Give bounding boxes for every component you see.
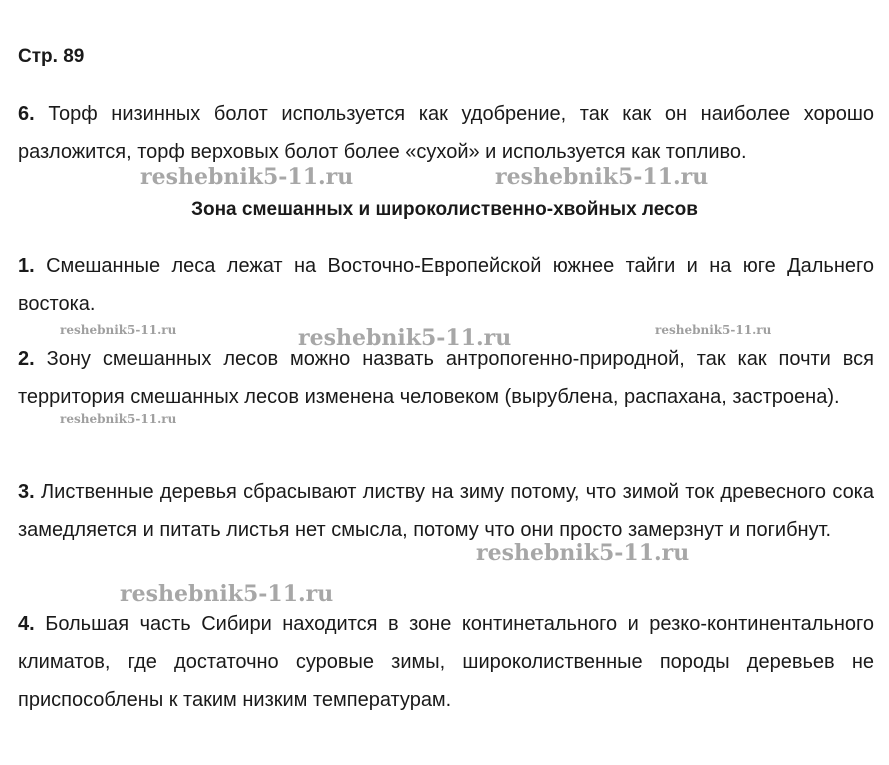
answer-paragraph-6 bbox=[18, 95, 874, 171]
answer-text: Большая часть Сибири находится в зоне континетального и резко-континентального климатов, где достаточно суровые зимы, широколиственные породы деревьев не приспособлены к таким низким температурам. bbox=[18, 613, 874, 711]
answer-text: Смешанные леса лежат на Восточно-Европейской южнее тайги и на юге Дальнего востока. bbox=[18, 255, 874, 315]
watermark: reshebnik5-11.ru bbox=[120, 581, 334, 607]
answer-paragraph-1 bbox=[18, 247, 874, 323]
watermark: reshebnik5-11.ru bbox=[476, 540, 690, 566]
answer-paragraph-2 bbox=[18, 340, 874, 416]
watermark: reshebnik5-11.ru bbox=[495, 164, 709, 190]
answer-text: Торф низинных болот используется как удобрение, так как он наиболее хорошо разложится, торф верховых болот более «сухой» и используется как топливо. bbox=[18, 103, 875, 163]
answer-number: 2. bbox=[18, 348, 35, 370]
watermark: reshebnik5-11.ru bbox=[140, 164, 354, 190]
answer-number: 4. bbox=[18, 613, 35, 635]
answer-paragraph-4 bbox=[18, 605, 874, 719]
answer-number: 3. bbox=[18, 481, 35, 503]
answer-number: 1. bbox=[18, 255, 35, 277]
page-number: Стр. 89 bbox=[18, 46, 85, 67]
answer-paragraph-3 bbox=[18, 473, 874, 549]
answer-text: Лиственные деревья сбрасывают листву на зиму потому, что зимой ток древесного сока замедляется и питать листья нет смысла, потому что они просто замерзнут и погибнут. bbox=[18, 481, 874, 541]
watermark: reshebnik5-11.ru bbox=[60, 323, 177, 337]
answer-number: 6. bbox=[18, 103, 35, 125]
watermark: reshebnik5-11.ru bbox=[655, 323, 772, 337]
answer-text: Зону смешанных лесов можно назвать антропогенно-природной, так как почти вся территория смешанных лесов изменена человеком (вырублена, распахана, застроена). bbox=[18, 348, 875, 408]
watermark: reshebnik5-11.ru bbox=[60, 412, 177, 426]
watermark: reshebnik5-11.ru bbox=[298, 325, 512, 351]
section-heading: Зона смешанных и широколиственно-хвойных лесов bbox=[191, 199, 698, 220]
